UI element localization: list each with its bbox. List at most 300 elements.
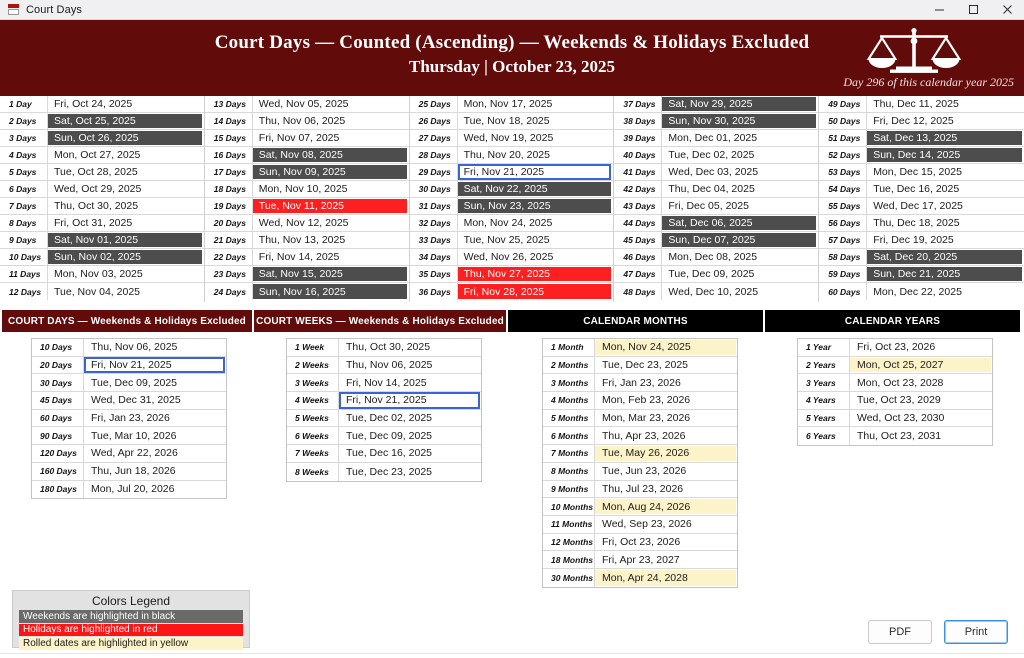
table-row[interactable] — [614, 215, 818, 232]
row-label: 4 Weeks — [287, 392, 339, 409]
legend-item: Holidays are highlighted in red — [19, 624, 243, 637]
table-row[interactable] — [819, 198, 1024, 215]
row-date-value[interactable]: Sun, Nov 30, 2025 — [662, 114, 816, 128]
row-date-value[interactable]: Wed, Nov 12, 2025 — [253, 216, 407, 230]
row-date-value[interactable]: Fri, Oct 23, 2026 — [857, 341, 936, 354]
table-row[interactable] — [819, 283, 1024, 300]
row-label: 23 Days — [205, 266, 253, 282]
row-label: 57 Days — [819, 232, 867, 248]
table-row[interactable] — [205, 96, 409, 113]
row-label: 60 Days — [32, 410, 84, 427]
list-item[interactable] — [798, 410, 992, 428]
table-row[interactable] — [819, 96, 1024, 113]
row-date-value[interactable]: Thu, Oct 23, 2031 — [857, 430, 942, 443]
list-item[interactable] — [543, 374, 737, 392]
row-label: 1 Month — [543, 339, 595, 356]
row-date-value[interactable]: Thu, Oct 30, 2025 — [48, 199, 202, 213]
row-date-value[interactable]: Fri, Nov 28, 2025 — [458, 284, 612, 299]
pdf-button[interactable]: PDF — [868, 620, 932, 644]
row-date-value[interactable]: Wed, Nov 19, 2025 — [458, 131, 612, 145]
row-label: 32 Days — [410, 215, 458, 231]
row-date-value[interactable]: Wed, Dec 03, 2025 — [662, 165, 816, 179]
table-row[interactable] — [205, 113, 409, 130]
row-date-value[interactable]: Tue, Nov 18, 2025 — [458, 114, 612, 128]
list-item[interactable] — [287, 339, 481, 357]
list-item[interactable] — [543, 551, 737, 569]
row-label: 14 Days — [205, 113, 253, 129]
colors-legend — [12, 590, 250, 648]
row-date-value[interactable]: Tue, Dec 23, 2025 — [602, 359, 688, 372]
row-date-value[interactable]: Thu, Nov 13, 2025 — [253, 233, 407, 247]
day-of-year-note: Day 296 of this calendar year 2025 — [843, 75, 1014, 89]
table-row[interactable] — [819, 266, 1024, 283]
minimize-button[interactable] — [922, 0, 956, 20]
table-row[interactable] — [410, 164, 614, 181]
row-label: 1 Year — [798, 339, 850, 356]
print-button[interactable]: Print — [944, 620, 1008, 644]
table-row[interactable] — [819, 215, 1024, 232]
row-label: 54 Days — [819, 181, 867, 197]
row-label: 30 Days — [32, 374, 84, 391]
row-label: 41 Days — [614, 164, 662, 180]
row-date-value[interactable]: Thu, Nov 06, 2025 — [346, 359, 433, 372]
row-date-value[interactable]: Tue, Nov 04, 2025 — [48, 284, 202, 299]
row-label: 47 Days — [614, 266, 662, 282]
court-days-grid-column — [205, 96, 410, 302]
table-row[interactable] — [410, 181, 614, 198]
list-item[interactable] — [543, 339, 737, 357]
table-row[interactable] — [614, 147, 818, 164]
table-row[interactable] — [0, 232, 204, 249]
row-date-value[interactable]: Fri, Dec 19, 2025 — [867, 233, 1022, 247]
table-row[interactable] — [614, 130, 818, 147]
section-header: CALENDAR MONTHS — [508, 310, 763, 332]
row-date-value[interactable]: Tue, Dec 09, 2025 — [346, 429, 432, 442]
table-row[interactable] — [819, 147, 1024, 164]
row-date-value[interactable]: Thu, Jun 18, 2026 — [91, 465, 176, 478]
row-label: 5 Weeks — [287, 410, 339, 427]
row-label: 8 Days — [0, 215, 48, 231]
row-date-value[interactable]: Fri, Jan 23, 2026 — [602, 376, 681, 389]
table-row[interactable] — [0, 164, 204, 181]
row-label: 40 Days — [614, 147, 662, 163]
row-label: 52 Days — [819, 147, 867, 163]
row-label: 55 Days — [819, 198, 867, 214]
row-date-value[interactable]: Sat, Nov 08, 2025 — [253, 148, 407, 162]
row-label: 22 Days — [205, 249, 253, 265]
table-row[interactable] — [0, 181, 204, 198]
row-date-value[interactable]: Tue, Nov 25, 2025 — [458, 233, 612, 247]
row-date-value[interactable]: Thu, Dec 04, 2025 — [662, 182, 816, 196]
list-item[interactable] — [543, 463, 737, 481]
list-item[interactable] — [543, 392, 737, 410]
row-date-value[interactable]: Wed, Oct 23, 2030 — [857, 412, 945, 425]
row-label: 4 Years — [798, 392, 850, 409]
table-row[interactable] — [205, 181, 409, 198]
table-row[interactable] — [410, 232, 614, 249]
table-row[interactable] — [819, 113, 1024, 130]
row-date-value[interactable]: Mon, Dec 08, 2025 — [662, 250, 816, 264]
list-item[interactable] — [32, 427, 226, 445]
list-item[interactable] — [798, 374, 992, 392]
row-label: 43 Days — [614, 198, 662, 214]
row-date-value[interactable]: Mon, Dec 01, 2025 — [662, 131, 816, 145]
list-item[interactable] — [798, 357, 992, 375]
table-row[interactable] — [0, 130, 204, 147]
row-label: 39 Days — [614, 130, 662, 146]
row-label: 58 Days — [819, 249, 867, 265]
row-date-value[interactable]: Mon, Jul 20, 2026 — [91, 483, 175, 496]
row-label: 17 Days — [205, 164, 253, 180]
table-row[interactable] — [819, 181, 1024, 198]
row-date-value[interactable]: Mon, Nov 17, 2025 — [458, 97, 612, 111]
table-row[interactable] — [614, 232, 818, 249]
section-header: COURT WEEKS — Weekends & Holidays Excluded — [254, 310, 506, 332]
row-date-value[interactable]: Wed, Dec 17, 2025 — [867, 199, 1022, 213]
row-date-value[interactable]: Tue, Dec 02, 2025 — [346, 412, 432, 425]
row-label: 3 Years — [798, 374, 850, 391]
row-date-value[interactable]: Mon, Apr 24, 2028 — [595, 570, 736, 586]
header-banner — [0, 20, 1024, 96]
row-label: 37 Days — [614, 96, 662, 112]
list-item[interactable] — [543, 498, 737, 516]
row-label: 6 Months — [543, 427, 595, 444]
table-row[interactable] — [410, 215, 614, 232]
row-label: 10 Months — [543, 498, 595, 515]
table-row[interactable] — [614, 249, 818, 266]
row-label: 30 Months — [543, 569, 595, 587]
row-label: 49 Days — [819, 96, 867, 112]
table-row[interactable] — [614, 266, 818, 283]
row-date-value[interactable]: Sun, Dec 21, 2025 — [867, 267, 1022, 281]
row-label: 26 Days — [410, 113, 458, 129]
row-date-value[interactable]: Fri, Dec 05, 2025 — [662, 199, 816, 213]
row-date-value[interactable]: Fri, Oct 24, 2025 — [48, 97, 202, 111]
legend-item: Weekends are highlighted in black — [19, 610, 243, 623]
row-date-value[interactable]: Tue, May 26, 2026 — [595, 446, 736, 461]
list-item[interactable] — [32, 339, 226, 357]
row-label: 51 Days — [819, 130, 867, 146]
table-row[interactable] — [819, 232, 1024, 249]
row-label: 53 Days — [819, 164, 867, 180]
table-row[interactable] — [205, 232, 409, 249]
banner-title-line2: Thursday | October 23, 2025 — [408, 57, 616, 76]
list-item[interactable] — [287, 374, 481, 392]
row-date-value[interactable]: Mon, Nov 24, 2025 — [595, 340, 736, 355]
row-date-value[interactable]: Tue, Oct 28, 2025 — [48, 165, 202, 179]
row-date-value[interactable]: Sat, Nov 01, 2025 — [48, 233, 202, 247]
table-row[interactable] — [205, 198, 409, 215]
row-label: 6 Years — [798, 427, 850, 445]
row-date-value[interactable]: Thu, Dec 11, 2025 — [867, 97, 1022, 111]
row-date-value[interactable]: Sun, Nov 23, 2025 — [458, 199, 612, 213]
table-row[interactable] — [205, 283, 409, 300]
row-date-value[interactable]: Sun, Nov 02, 2025 — [48, 250, 202, 264]
row-label: 11 Days — [0, 266, 48, 282]
row-label: 20 Days — [32, 357, 84, 374]
row-label: 2 Weeks — [287, 357, 339, 374]
row-date-value[interactable]: Mon, Dec 22, 2025 — [867, 284, 1022, 299]
list-item[interactable] — [32, 445, 226, 463]
list-item[interactable] — [287, 445, 481, 463]
row-date-value[interactable]: Sat, Oct 25, 2025 — [48, 114, 202, 128]
row-date-value[interactable]: Tue, Mar 10, 2026 — [91, 429, 177, 442]
row-date-value[interactable]: Mon, Oct 27, 2025 — [48, 148, 202, 162]
banner-title-line1: Court Days — Counted (Ascending) — Weekends & Holidays Excluded — [214, 32, 810, 53]
list-item[interactable] — [287, 392, 481, 410]
row-date-value[interactable]: Sun, Nov 16, 2025 — [253, 284, 407, 299]
row-label: 9 Months — [543, 481, 595, 498]
row-label: 5 Months — [543, 410, 595, 427]
row-label: 3 Days — [0, 130, 48, 146]
list-item[interactable] — [798, 339, 992, 357]
row-label: 9 Days — [0, 232, 48, 248]
row-date-value[interactable]: Tue, Nov 11, 2025 — [253, 199, 407, 213]
row-date-value[interactable]: Mon, Oct 23, 2028 — [857, 376, 944, 389]
table-row[interactable] — [614, 96, 818, 113]
row-label: 45 Days — [614, 232, 662, 248]
row-label: 6 Weeks — [287, 427, 339, 444]
row-date-value[interactable]: Tue, Dec 23, 2025 — [346, 465, 432, 478]
row-label: 1 Day — [0, 96, 48, 112]
table-row[interactable] — [819, 130, 1024, 147]
close-button[interactable] — [990, 0, 1024, 20]
row-date-value[interactable]: Fri, Nov 14, 2025 — [253, 250, 407, 264]
window-title: Court Days — [26, 3, 83, 16]
row-label: 27 Days — [410, 130, 458, 146]
row-date-value[interactable]: Thu, Nov 20, 2025 — [458, 148, 612, 162]
row-date-value[interactable]: Wed, Apr 22, 2026 — [91, 447, 178, 460]
row-label: 2 Years — [798, 357, 850, 374]
row-date-value[interactable]: Sat, Dec 06, 2025 — [662, 216, 816, 230]
row-date-value[interactable]: Sat, Nov 22, 2025 — [458, 182, 612, 196]
row-label: 180 Days — [32, 481, 84, 499]
row-date-value[interactable]: Fri, Nov 21, 2025 — [458, 164, 612, 180]
row-label: 36 Days — [410, 283, 458, 300]
row-date-value[interactable]: Mon, Feb 23, 2026 — [602, 394, 691, 407]
table-row[interactable] — [0, 249, 204, 266]
row-date-value[interactable]: Wed, Nov 05, 2025 — [253, 97, 407, 111]
row-date-value[interactable]: Wed, Nov 26, 2025 — [458, 250, 612, 264]
row-label: 34 Days — [410, 249, 458, 265]
row-label: 46 Days — [614, 249, 662, 265]
row-label: 42 Days — [614, 181, 662, 197]
row-label: 20 Days — [205, 215, 253, 231]
row-date-value[interactable]: Tue, Dec 09, 2025 — [91, 376, 177, 389]
row-label: 2 Months — [543, 357, 595, 374]
row-label: 45 Days — [32, 392, 84, 409]
row-label: 1 Week — [287, 339, 339, 356]
row-label: 60 Days — [819, 283, 867, 300]
court-days-grid-column — [819, 96, 1024, 302]
court-days-summary-panel — [31, 338, 227, 499]
table-row[interactable] — [614, 113, 818, 130]
table-row[interactable] — [614, 283, 818, 300]
row-date-value[interactable]: Tue, Dec 09, 2025 — [662, 267, 816, 281]
row-label: 6 Days — [0, 181, 48, 197]
list-item[interactable] — [798, 427, 992, 445]
row-label: 25 Days — [410, 96, 458, 112]
row-date-value[interactable]: Sat, Dec 13, 2025 — [867, 131, 1022, 145]
row-date-value[interactable]: Fri, Nov 07, 2025 — [253, 131, 407, 145]
title-bar — [0, 0, 1024, 20]
list-item[interactable] — [287, 427, 481, 445]
row-date-value[interactable]: Fri, Nov 21, 2025 — [84, 357, 225, 374]
table-row[interactable] — [410, 130, 614, 147]
row-date-value[interactable]: Mon, Nov 24, 2025 — [458, 216, 612, 230]
row-date-value[interactable]: Fri, Oct 31, 2025 — [48, 216, 202, 230]
table-row[interactable] — [0, 113, 204, 130]
row-date-value[interactable]: Thu, Jul 23, 2026 — [602, 482, 684, 495]
list-item[interactable] — [543, 410, 737, 428]
list-item[interactable] — [32, 392, 226, 410]
row-label: 18 Months — [543, 551, 595, 568]
table-row[interactable] — [205, 266, 409, 283]
row-label: 90 Days — [32, 427, 84, 444]
list-item[interactable] — [543, 445, 737, 463]
list-item[interactable] — [798, 392, 992, 410]
list-item[interactable] — [543, 569, 737, 587]
row-date-value[interactable]: Thu, Nov 27, 2025 — [458, 267, 612, 281]
list-item[interactable] — [543, 516, 737, 534]
row-date-value[interactable]: Tue, Oct 23, 2029 — [857, 394, 941, 407]
row-date-value[interactable]: Tue, Dec 16, 2025 — [867, 182, 1022, 196]
row-label: 44 Days — [614, 215, 662, 231]
table-row[interactable] — [410, 147, 614, 164]
list-item[interactable] — [32, 481, 226, 499]
row-date-value[interactable]: Sat, Dec 20, 2025 — [867, 250, 1022, 264]
row-label: 19 Days — [205, 198, 253, 214]
list-item[interactable] — [32, 410, 226, 428]
row-date-value[interactable]: Sun, Nov 09, 2025 — [253, 165, 407, 179]
list-item[interactable] — [32, 374, 226, 392]
row-date-value[interactable]: Wed, Dec 31, 2025 — [91, 394, 181, 407]
table-row[interactable] — [0, 198, 204, 215]
table-row[interactable] — [410, 249, 614, 266]
row-date-value[interactable]: Fri, Dec 12, 2025 — [867, 114, 1022, 128]
table-row[interactable] — [410, 198, 614, 215]
row-date-value[interactable]: Thu, Nov 06, 2025 — [253, 114, 407, 128]
list-item[interactable] — [543, 534, 737, 552]
table-row[interactable] — [205, 130, 409, 147]
row-date-value[interactable]: Mon, Dec 15, 2025 — [867, 165, 1022, 179]
row-date-value[interactable]: Thu, Dec 18, 2025 — [867, 216, 1022, 230]
row-date-value[interactable]: Fri, Nov 21, 2025 — [339, 392, 480, 409]
row-label: 38 Days — [614, 113, 662, 129]
row-date-value[interactable]: Mon, Aug 24, 2026 — [595, 499, 736, 514]
table-row[interactable] — [205, 164, 409, 181]
section-header-bars — [0, 310, 1024, 332]
row-label: 50 Days — [819, 113, 867, 129]
list-item[interactable] — [32, 463, 226, 481]
row-label: 15 Days — [205, 130, 253, 146]
row-date-value[interactable]: Sat, Nov 15, 2025 — [253, 267, 407, 281]
row-date-value[interactable]: Wed, Oct 29, 2025 — [48, 182, 202, 196]
row-date-value[interactable]: Fri, Nov 14, 2025 — [346, 376, 427, 389]
row-label: 21 Days — [205, 232, 253, 248]
row-date-value[interactable]: Fri, Oct 23, 2026 — [602, 535, 681, 548]
table-row[interactable] — [0, 215, 204, 232]
row-date-value[interactable]: Tue, Dec 16, 2025 — [346, 447, 432, 460]
table-row[interactable] — [410, 113, 614, 130]
footer-buttons — [868, 620, 1008, 644]
list-item[interactable] — [543, 481, 737, 499]
table-row[interactable] — [614, 198, 818, 215]
row-date-value[interactable]: Sun, Dec 07, 2025 — [662, 233, 816, 247]
table-row[interactable] — [819, 164, 1024, 181]
maximize-button[interactable] — [956, 0, 990, 20]
row-date-value[interactable]: Thu, Apr 23, 2026 — [602, 429, 686, 442]
table-row[interactable] — [819, 249, 1024, 266]
list-item[interactable] — [543, 427, 737, 445]
row-label: 18 Days — [205, 181, 253, 197]
row-date-value[interactable]: Fri, Jan 23, 2026 — [91, 412, 170, 425]
row-date-value[interactable]: Mon, Nov 10, 2025 — [253, 182, 407, 196]
row-label: 4 Months — [543, 392, 595, 409]
row-date-value[interactable]: Thu, Nov 06, 2025 — [91, 341, 178, 354]
list-item[interactable] — [287, 463, 481, 481]
status-bar — [0, 653, 1024, 658]
calendar-years-panel — [797, 338, 993, 446]
row-label: 16 Days — [205, 147, 253, 163]
table-row[interactable] — [0, 147, 204, 164]
row-label: 10 Days — [32, 339, 84, 356]
section-header: CALENDAR YEARS — [765, 310, 1020, 332]
table-row[interactable] — [614, 164, 818, 181]
row-label: 7 Weeks — [287, 445, 339, 462]
table-row[interactable] — [614, 181, 818, 198]
row-date-value[interactable]: Thu, Oct 30, 2025 — [346, 341, 431, 354]
row-date-value[interactable]: Sat, Nov 29, 2025 — [662, 97, 816, 111]
row-label: 33 Days — [410, 232, 458, 248]
row-date-value[interactable]: Wed, Sep 23, 2026 — [602, 518, 692, 531]
row-date-value[interactable]: Sun, Dec 14, 2025 — [867, 148, 1022, 162]
row-label: 5 Years — [798, 410, 850, 427]
row-date-value[interactable]: Tue, Dec 02, 2025 — [662, 148, 816, 162]
row-date-value[interactable]: Wed, Dec 10, 2025 — [662, 284, 816, 299]
section-header: COURT DAYS — Weekends & Holidays Excluded — [2, 310, 252, 332]
court-weeks-summary-panel — [286, 338, 482, 482]
table-row[interactable] — [410, 283, 614, 300]
table-row[interactable] — [0, 283, 204, 300]
list-item[interactable] — [32, 357, 226, 375]
table-row[interactable] — [410, 96, 614, 113]
calendar-months-panel — [542, 338, 738, 588]
row-label: 56 Days — [819, 215, 867, 231]
row-date-value[interactable]: Mon, Nov 03, 2025 — [48, 267, 202, 281]
row-date-value[interactable]: Fri, Apr 23, 2027 — [602, 553, 680, 566]
table-row[interactable] — [410, 266, 614, 283]
list-item[interactable] — [543, 357, 737, 375]
row-label: 31 Days — [410, 198, 458, 214]
table-row[interactable] — [0, 266, 204, 283]
table-row[interactable] — [0, 96, 204, 113]
row-date-value[interactable]: Mon, Mar 23, 2026 — [602, 412, 691, 425]
table-row[interactable] — [205, 147, 409, 164]
row-date-value[interactable]: Mon, Oct 25, 2027 — [850, 358, 991, 373]
row-label: 29 Days — [410, 164, 458, 180]
row-label: 13 Days — [205, 96, 253, 112]
row-label: 7 Days — [0, 198, 48, 214]
row-label: 10 Days — [0, 249, 48, 265]
table-row[interactable] — [205, 249, 409, 266]
list-item[interactable] — [287, 357, 481, 375]
row-date-value[interactable]: Tue, Jun 23, 2026 — [602, 465, 687, 478]
table-row[interactable] — [205, 215, 409, 232]
list-item[interactable] — [287, 410, 481, 428]
row-date-value[interactable]: Sun, Oct 26, 2025 — [48, 131, 202, 145]
row-label: 30 Days — [410, 181, 458, 197]
